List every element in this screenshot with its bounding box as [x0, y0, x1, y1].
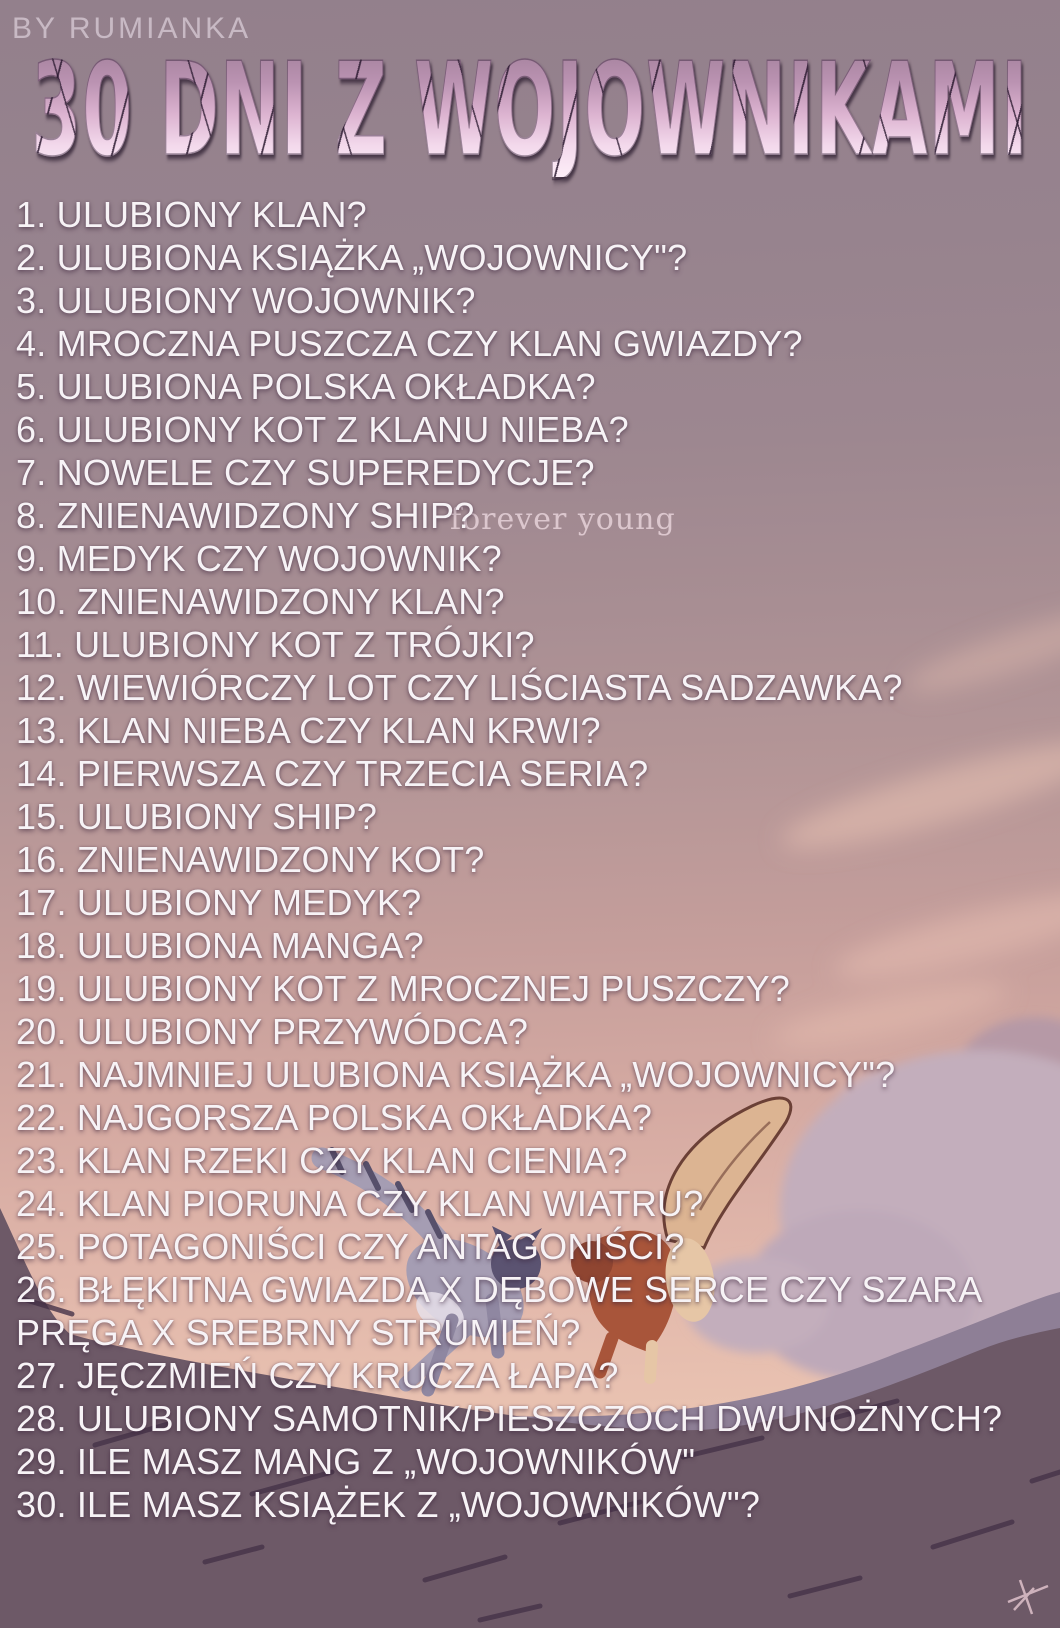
question-item: 15. ULUBIONY SHIP? — [16, 796, 378, 837]
question-item: 8. ZNIENAWIDZONY SHIP? — [16, 495, 475, 536]
question-item: 29. ILE MASZ MANG Z „WOJOWNIKÓW" — [16, 1441, 696, 1482]
question-item: 6. ULUBIONY KOT Z KLANU NIEBA? — [16, 409, 629, 450]
credit-byline: BY RUMIANKA — [12, 12, 252, 45]
question-item: 22. NAJGORSZA POLSKA OKŁADKA? — [16, 1097, 653, 1138]
question-item: 14. PIERWSZA CZY TRZECIA SERIA? — [16, 753, 649, 794]
question-item: 2. ULUBIONA KSIĄŻKA „WOJOWNICY"? — [16, 237, 688, 278]
question-item: 18. ULUBIONA MANGA? — [16, 925, 424, 966]
question-item: 12. WIEWIÓRCZY LOT CZY LIŚCIASTA SADZAWKA? — [16, 667, 903, 708]
question-item: 21. NAJMNIEJ ULUBIONA KSIĄŻKA „WOJOWNICY"? — [16, 1054, 896, 1095]
question-item: 10. ZNIENAWIDZONY KLAN? — [16, 581, 505, 622]
question-item: 19. ULUBIONY KOT Z MROCZNEJ PUSZCZY? — [16, 968, 791, 1009]
question-item: 16. ZNIENAWIDZONY KOT? — [16, 839, 485, 880]
question-item: 9. MEDYK CZY WOJOWNIK? — [16, 538, 502, 579]
question-item: 11. ULUBIONY KOT Z TRÓJKI? — [16, 624, 535, 665]
question-item: 24. KLAN PIORUNA CZY KLAN WIATRU? — [16, 1183, 704, 1224]
question-item: 3. ULUBIONY WOJOWNIK? — [16, 280, 476, 321]
question-item: 17. ULUBIONY MEDYK? — [16, 882, 422, 923]
question-item: 1. ULUBIONY KLAN? — [16, 194, 367, 235]
watermark: forever young — [450, 502, 676, 537]
question-item: 23. KLAN RZEKI CZY KLAN CIENIA? — [16, 1140, 628, 1181]
question-item: 26. BŁĘKITNA GWIAZDA X DĘBOWE SERCE CZY SZARA PRĘGA X SREBRNY STRUMIEŃ? — [16, 1269, 981, 1353]
question-item: 30. ILE MASZ KSIĄŻEK Z „WOJOWNIKÓW"? — [16, 1484, 761, 1525]
question-item: 5. ULUBIONA POLSKA OKŁADKA? — [16, 366, 596, 407]
question-item: 27. JĘCZMIEŃ CZY KRUCZA ŁAPA? — [16, 1355, 619, 1396]
question-item: 28. ULUBIONY SAMOTNIK/PIESZCZOCH DWUNOŻNYCH? — [16, 1398, 1003, 1439]
question-item: 7. NOWELE CZY SUPEREDYCJE? — [16, 452, 595, 493]
question-item: 4. MROCZNA PUSZCZA CZY KLAN GWIAZDY? — [16, 323, 803, 364]
question-list — [16, 193, 1048, 1526]
question-item: 20. ULUBIONY PRZYWÓDCA? — [16, 1011, 529, 1052]
question-item: 13. KLAN NIEBA CZY KLAN KRWI? — [16, 710, 601, 751]
page-title: 30 DNI Z WOJOWNIKAMI — [31, 36, 1029, 185]
question-item: 25. POTAGONIŚCI CZY ANTAGONIŚCI? — [16, 1226, 685, 1267]
